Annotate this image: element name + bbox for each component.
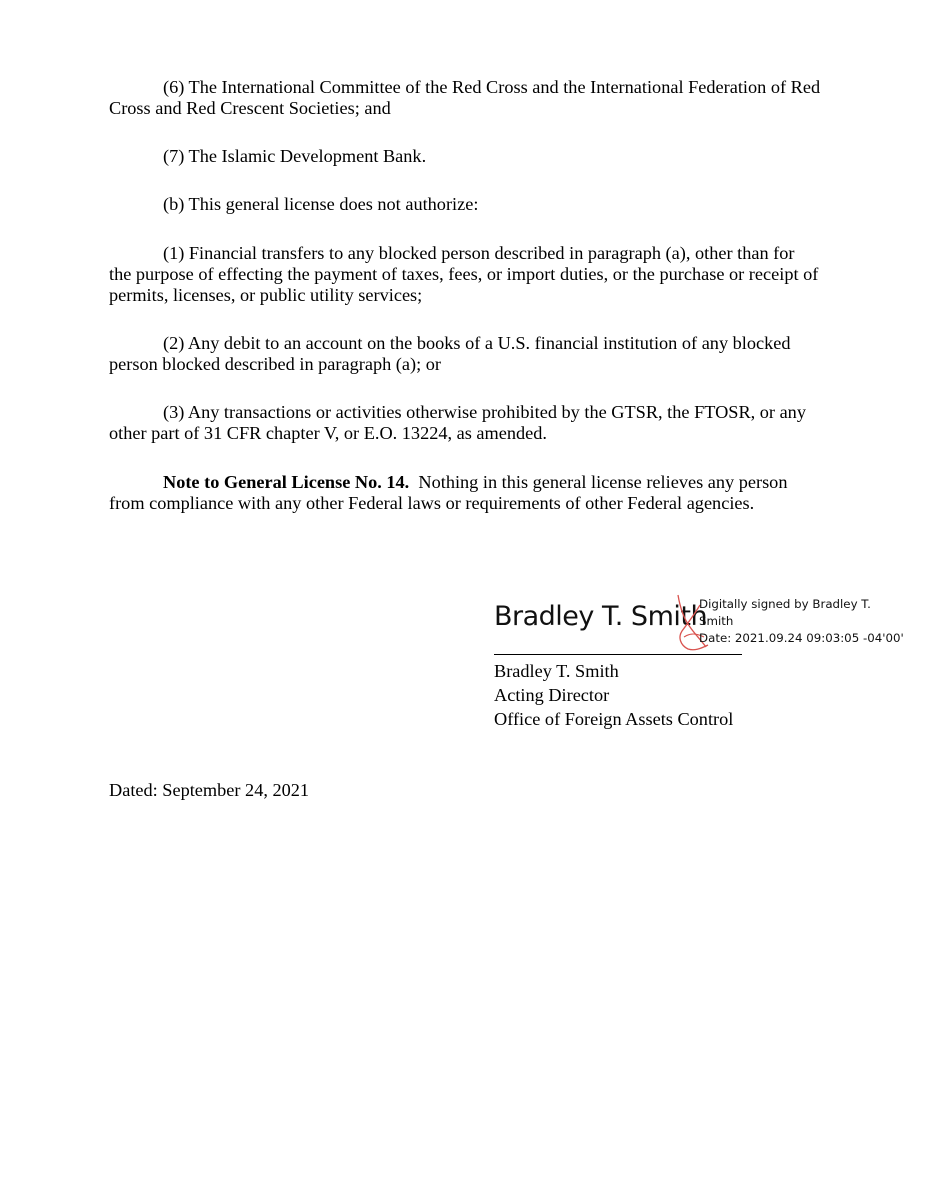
digital-signature-line-1: Digitally signed by Bradley T. — [699, 597, 871, 611]
paragraph-b-line-1 — [109, 194, 839, 215]
paragraph-b3-line-1 — [109, 402, 839, 423]
paragraph-b3 — [109, 402, 839, 444]
paragraph-7-line-1 — [109, 146, 839, 167]
signer-name: Bradley T. Smith — [494, 661, 619, 681]
digital-signature-details — [699, 596, 904, 647]
signature-line — [494, 654, 742, 655]
note-text-1: Nothing in this general license relieves any person — [418, 472, 788, 492]
paragraph-b1 — [109, 243, 839, 306]
paragraph-b2-text-1: (2) Any debit to an account on the books of a U.S. financial institution of any blocked — [163, 333, 791, 353]
paragraph-6 — [109, 77, 839, 119]
paragraph-7 — [109, 146, 839, 167]
paragraph-b2 — [109, 333, 839, 375]
note-line-2: from compliance with any other Federal laws or requirements of other Federal agencies. — [109, 493, 755, 513]
note-label: Note to General License No. 14. — [163, 472, 410, 492]
paragraph-b3-line-2: other part of 31 CFR chapter V, or E.O. 13224, as amended. — [109, 423, 547, 443]
paragraph-6-line-2: Cross and Red Crescent Societies; and — [109, 98, 391, 118]
paragraph-b — [109, 194, 839, 215]
paragraph-7-text-1: (7) The Islamic Development Bank. — [163, 146, 427, 166]
note-paragraph — [109, 472, 839, 514]
paragraph-b1-text-1: (1) Financial transfers to any blocked person described in paragraph (a), other than for — [163, 243, 795, 263]
signer-info — [494, 659, 733, 731]
paragraph-b3-text-1: (3) Any transactions or activities otherwise prohibited by the GTSR, the FTOSR, or any — [163, 402, 806, 422]
digital-signature-date: Date: 2021.09.24 09:03:05 -04'00' — [699, 631, 904, 645]
note-line-1 — [109, 472, 839, 493]
signer-office: Office of Foreign Assets Control — [494, 709, 734, 729]
paragraph-b1-line-1 — [109, 243, 839, 264]
paragraph-b2-line-1 — [109, 333, 839, 354]
paragraph-6-text-1: (6) The International Committee of the Red Cross and the International Federation of Red — [163, 77, 821, 97]
paragraph-6-line-1 — [109, 77, 839, 98]
paragraph-b2-line-2: person blocked described in paragraph (a); or — [109, 354, 441, 374]
paragraph-b1-line-2: the purpose of effecting the payment of taxes, fees, or import duties, or the purchase or receipt of — [109, 264, 819, 284]
digital-signature-name: Bradley T. Smith — [494, 601, 708, 632]
paragraph-b1-line-3: permits, licenses, or public utility services; — [109, 285, 423, 305]
digital-signature-line-2: Smith — [699, 614, 734, 628]
dated-line: Dated: September 24, 2021 — [109, 780, 310, 800]
signer-title: Acting Director — [494, 685, 610, 705]
signature-block — [494, 593, 914, 733]
paragraph-b-text-1: (b) This general license does not authorize: — [163, 194, 479, 214]
